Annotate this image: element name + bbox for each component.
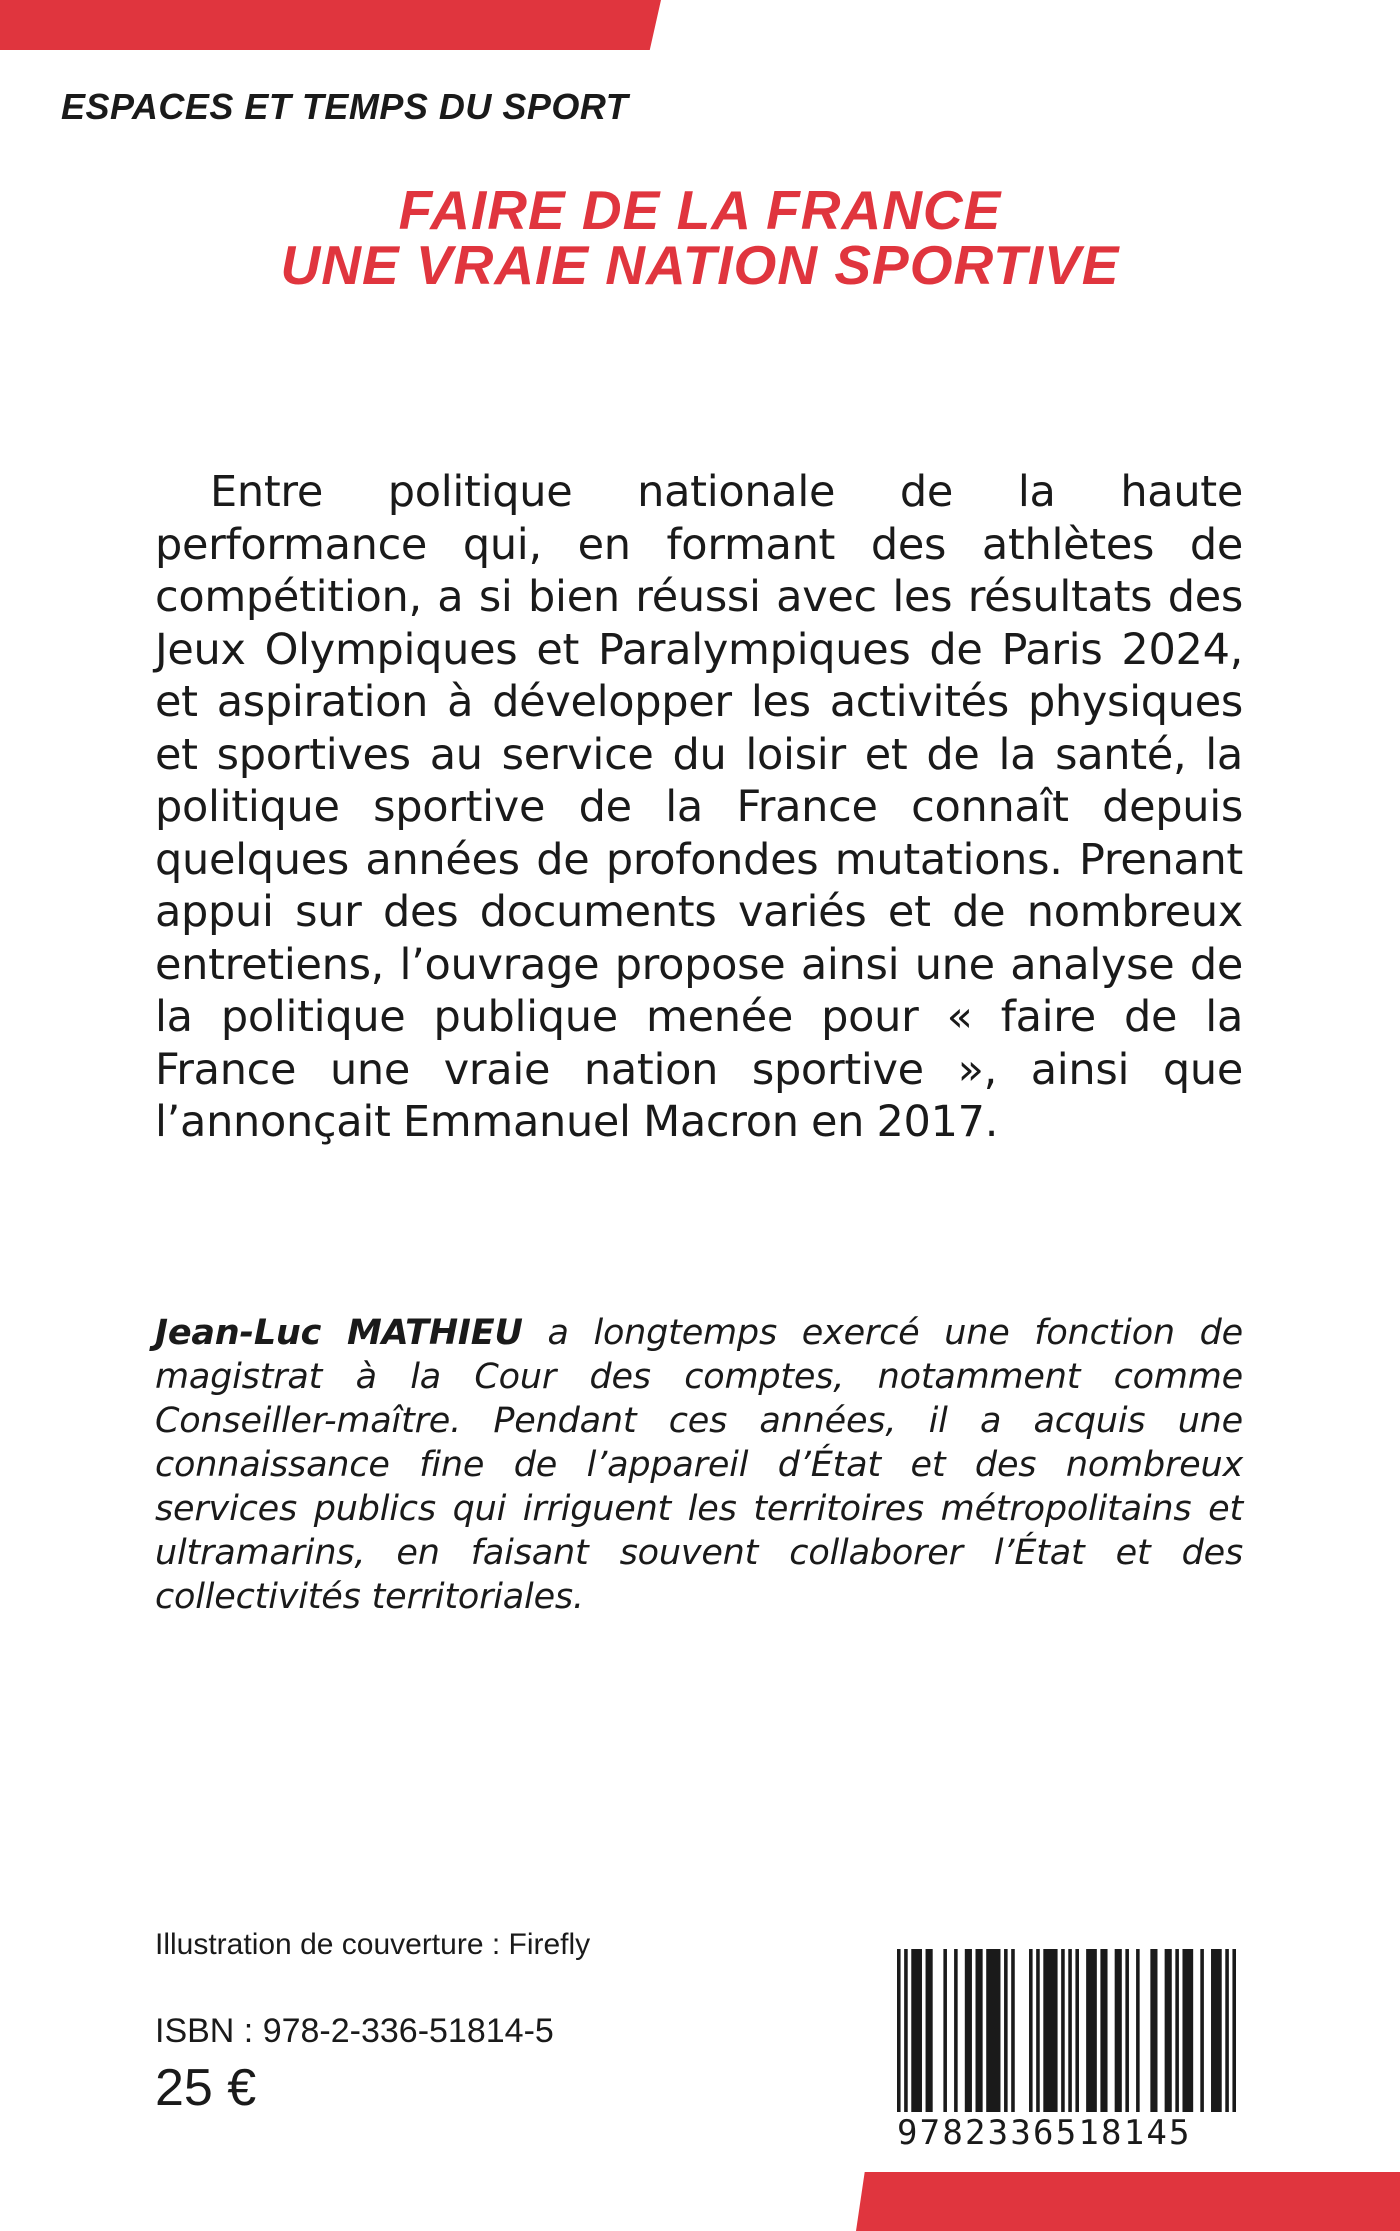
barcode-bar	[965, 1949, 972, 2112]
isbn: ISBN : 978-2-336-51814-5	[155, 2012, 554, 2050]
price: 25 €	[155, 2059, 257, 2117]
barcode-bar	[1136, 1949, 1140, 2112]
barcode-bar	[911, 1949, 922, 2112]
author-name: Jean-Luc MATHIEU	[155, 1313, 523, 1353]
barcode-bar	[943, 1949, 947, 2112]
barcode-bars	[897, 1949, 1236, 2112]
barcode-digits: 9782336518145	[897, 2113, 1192, 2153]
series-name: ESPACES ET TEMPS DU SPORT	[61, 86, 629, 127]
barcode-bar	[1100, 1949, 1107, 2112]
book-title	[0, 179, 1400, 296]
barcode	[897, 1949, 1236, 2112]
barcode-bar	[1182, 1949, 1193, 2112]
barcode-bar	[954, 1949, 958, 2112]
barcode-bar	[1011, 1949, 1015, 2112]
barcode-bar	[1150, 1949, 1157, 2112]
book-blurb: Entre politique nationale de la haute performance qui, en formant des athlètes de compétition, a si bien réussi avec les résultats des Jeux Olympiques et Paralympiques de Paris 2024, et aspiration à développer les activités physiques et sportives au service du loisir et de la santé, la politique sportive de la France connaît depuis quelques années de profondes mutations. Prenant appui sur des documents variés et de nombreux entretiens, l’ouvrage propose ainsi une analyse de la politique publique menée pour « faire de la France une vraie nation sportive », ainsi que l’annonçait Emmanuel Macron en 2017.	[155, 467, 1243, 1147]
book-title-line-2: UNE VRAIE NATION SPORTIVE	[280, 234, 1120, 296]
barcode-bar	[897, 1949, 901, 2112]
barcode-bar	[1200, 1949, 1204, 2112]
cover-illustration-credit: Illustration de couverture : Firefly	[155, 1928, 591, 1961]
bottom-accent-bar	[856, 2172, 1400, 2231]
barcode-bar	[976, 1949, 983, 2112]
barcode-bar	[1061, 1949, 1065, 2112]
barcode-bar	[1232, 1949, 1236, 2112]
barcode-bar	[1225, 1949, 1229, 2112]
barcode-bar	[904, 1949, 908, 2112]
barcode-bar	[1036, 1949, 1040, 2112]
author-bio-text: a longtemps exercé une fonction de magistrat à la Cour des comptes, notamment comme Conseiller-maître. Pendant ces années, il a acquis une connaissance fine de l’appareil d’État et des nombreux services publics qui irriguent les territoires métropolitains et ultramarins, en faisant souvent collaborer l’État et des collectivités territoriales.	[155, 1313, 1243, 1617]
barcode-bar	[1175, 1949, 1179, 2112]
top-accent-bar	[0, 0, 661, 50]
barcode-bar	[1043, 1949, 1057, 2112]
barcode-bar	[986, 1949, 1000, 2112]
barcode-bar	[1004, 1949, 1008, 2112]
barcode-bar	[1075, 1949, 1079, 2112]
barcode-bar	[1029, 1949, 1033, 2112]
barcode-bar	[1165, 1949, 1172, 2112]
barcode-bar	[1086, 1949, 1097, 2112]
barcode-bar	[1125, 1949, 1129, 2112]
author-bio	[155, 1311, 1243, 1619]
barcode-bar	[1211, 1949, 1222, 2112]
barcode-bar	[1068, 1949, 1072, 2112]
barcode-bar	[1115, 1949, 1122, 2112]
book-title-line-1: FAIRE DE LA FRANCE	[398, 179, 1002, 241]
barcode-bar	[926, 1949, 933, 2112]
